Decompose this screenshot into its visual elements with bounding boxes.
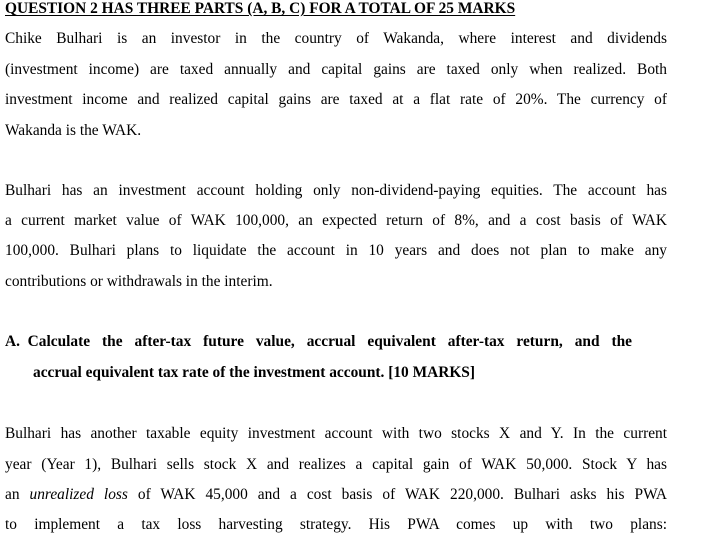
paragraph2-line1: Bulhari has an investment account holding only non-dividend-paying equities. The account has	[5, 182, 667, 199]
paragraph1-line3: investment income and realized capital gains are taxed at a flat rate of 20%. The currency of	[5, 91, 667, 108]
question-a-line1: A. Calculate the after-tax future value, accrual equivalent after-tax return, and the	[5, 333, 632, 350]
paragraph3-line3	[5, 486, 667, 504]
paragraph2-line4: contributions or withdrawals in the interim.	[5, 273, 273, 290]
paragraph1-line4: Wakanda is the WAK.	[5, 122, 142, 139]
paragraph3-line1: Bulhari has another taxable equity investment account with two stocks X and Y. In the current	[5, 425, 667, 442]
question-a-line2: accrual equivalent tax rate of the investment account. [10 MARKS]	[33, 364, 475, 381]
paragraph3-line4: to implement a tax loss harvesting strategy. His PWA comes up with two plans:	[5, 516, 667, 533]
paragraph1-line1: Chike Bulhari is an investor in the country of Wakanda, where interest and dividends	[5, 30, 667, 47]
paragraph3-line3-post: of WAK 45,000 and a cost basis of WAK 220,000. Bulhari asks his PWA	[127, 486, 668, 503]
paragraph2-line3: 100,000. Bulhari plans to liquidate the account in 10 years and does not plan to make any	[5, 242, 667, 259]
question-heading: QUESTION 2 HAS THREE PARTS (A, B, C) FOR A TOTAL OF 25 MARKS	[5, 0, 516, 17]
paragraph3-line3-pre: an	[5, 486, 30, 503]
paragraph2-line2: a current market value of WAK 100,000, an expected return of 8%, and a cost basis of WAK	[5, 212, 667, 229]
unrealized-loss-term: unrealized loss	[29, 486, 128, 503]
paragraph3-line2: year (Year 1), Bulhari sells stock X and realizes a capital gain of WAK 50,000. Stock Y has	[5, 456, 667, 473]
paragraph1-line2: (investment income) are taxed annually and capital gains are taxed only when realized. Both	[5, 61, 667, 78]
